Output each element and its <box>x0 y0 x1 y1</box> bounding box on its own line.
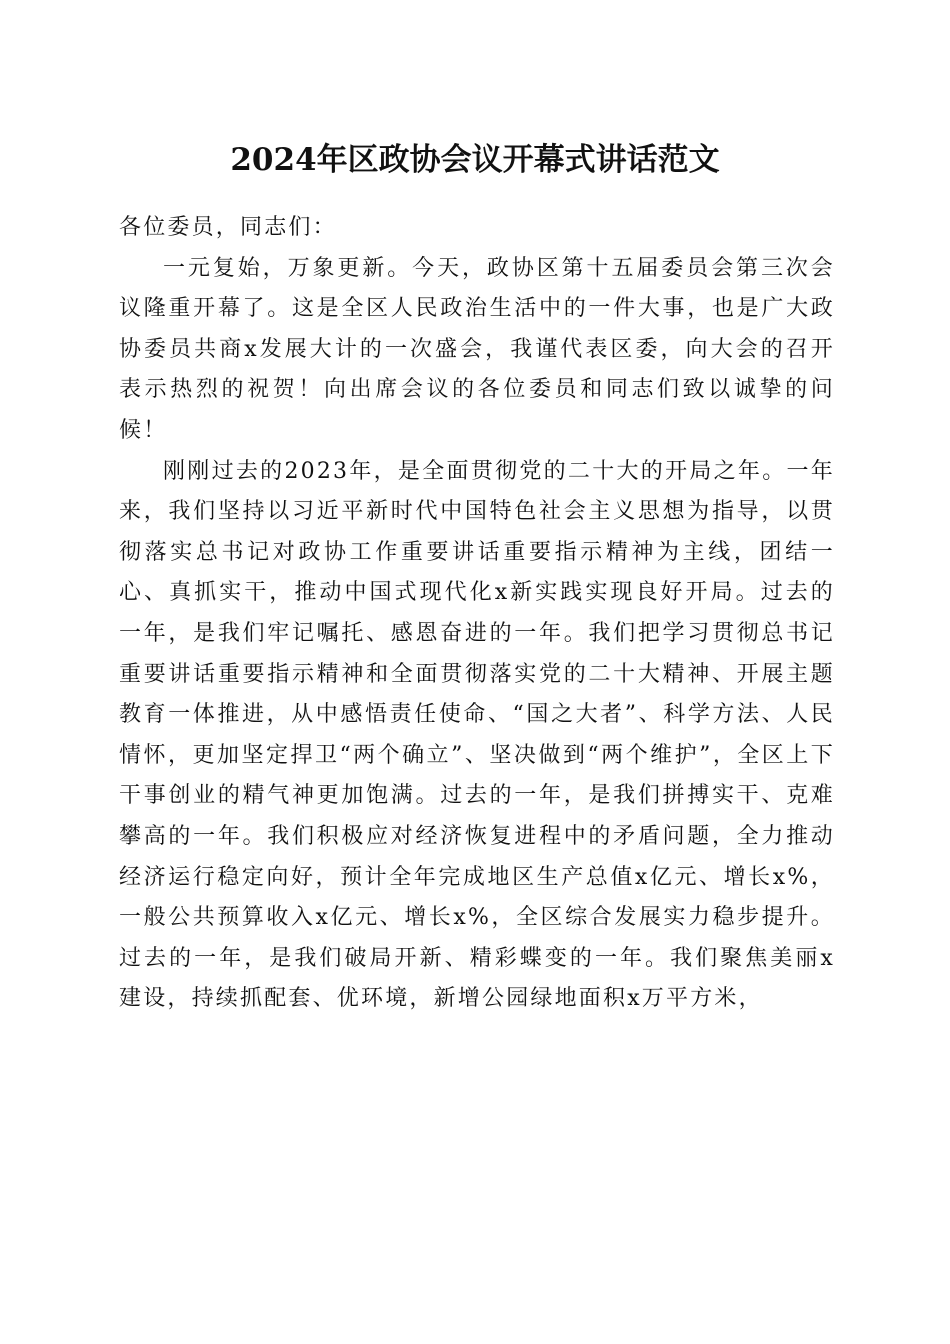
paragraph-review-2023: 刚刚过去的2023年，是全面贯彻党的二十大的开局之年。一年来，我们坚持以习近平新时代中国特色社会主义思想为指导，以贯彻落实总书记对政协工作重要讲话重要指示精神为主线，团结一心、真抓实干，推动中国式现代化x新实践实现良好开局。过去的一年，是我们牢记嘱托、感恩奋进的一年。我们把学习贯彻总书记重要讲话重要指示精神和全面贯彻落实党的二十大精神、开展主题教育一体推进，从中感悟责任使命、“国之大者”、科学方法、人民情怀，更加坚定捍卫“两个确立”、坚决做到“两个维护”，全区上下干事创业的精气神更加饱满。过去的一年，是我们拼搏实干、克难攀高的一年。我们积极应对经济恢复进程中的矛盾问题，全力推动经济运行稳定向好，预计全年完成地区生产总值x亿元、增长x%，一般公共预算收入x亿元、增长x%，全区综合发展实力稳步提升。过去的一年，是我们破局开新、精彩蝶变的一年。我们聚焦美丽x建设，持续抓配套、优环境，新增公园绿地面积x万平方米， <box>119 458 835 1012</box>
document-title: 2024年区政协会议开幕式讲话范文 <box>230 142 720 178</box>
paragraph-opening: 一元复始，万象更新。今天，政协区第十五届委员会第三次会议隆重开幕了。这是全区人民政治生活中的一件大事，也是广大政协委员共商x发展大计的一次盛会，我谨代表区委，向大会的召开表示热烈的祝贺！向出席会议的各位委员和同志们致以诚挚的问候！ <box>119 255 835 443</box>
document-body <box>119 208 835 1020</box>
salutation: 各位委员，同志们： <box>119 215 337 240</box>
